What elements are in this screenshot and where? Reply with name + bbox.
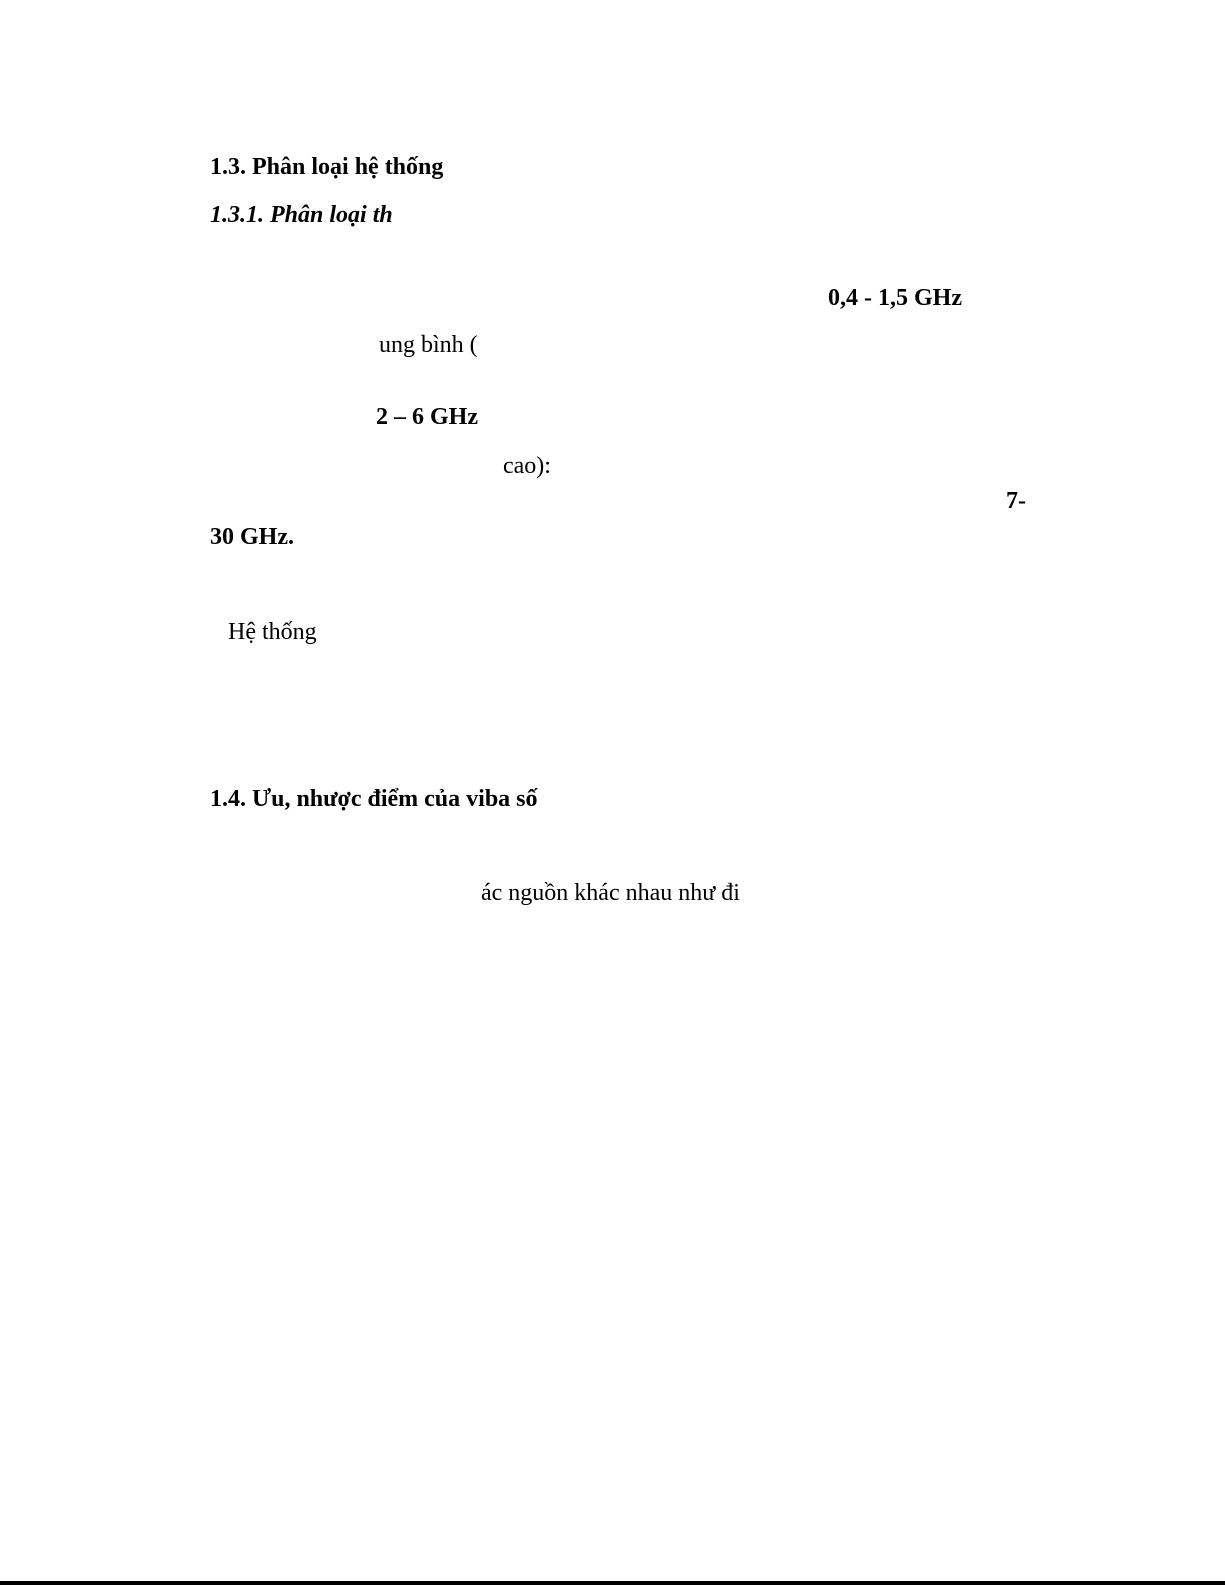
- text-fragment-system: Hệ thống: [228, 619, 317, 645]
- text-fragment-medium: ung bình (: [379, 332, 478, 358]
- frequency-range-mid: 2 – 6 GHz: [376, 404, 478, 430]
- frequency-range-low: 0,4 - 1,5 GHz: [828, 285, 962, 311]
- section-heading-1-4: 1.4. Ưu, nhược điểm của viba số: [210, 786, 538, 812]
- frequency-range-high-end: 30 GHz.: [210, 524, 294, 550]
- frequency-range-high-start: 7-: [1006, 488, 1026, 514]
- section-heading-1-3: 1.3. Phân loại hệ thống: [210, 154, 444, 180]
- page-bottom-rule: [0, 1581, 1225, 1585]
- subsection-heading-1-3-1: 1.3.1. Phân loại th: [210, 202, 393, 228]
- text-fragment-sources: ác nguồn khác nhau như đi: [481, 880, 740, 906]
- text-fragment-high: cao):: [503, 453, 551, 479]
